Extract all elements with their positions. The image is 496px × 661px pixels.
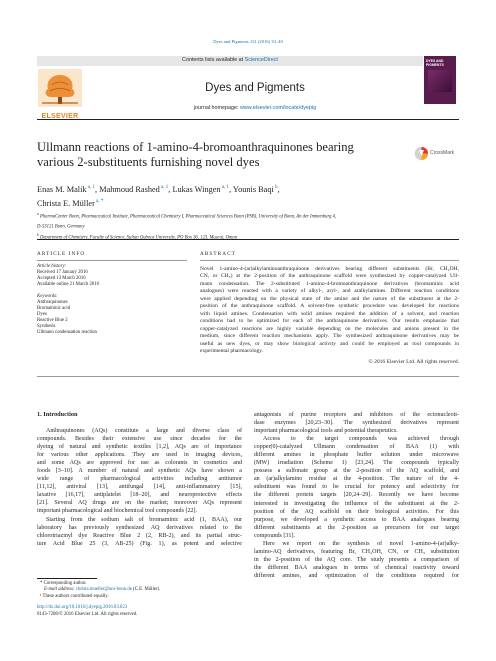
intro-line: (MW) irradiation (Scheme 1) [23,24]. The compounds typically bbox=[254, 460, 459, 467]
intro-line: Access to the target compounds was achieved through bbox=[263, 436, 459, 443]
intro-line: Here we report on the synthesis of novel 1-amino-4-(ar)alky- bbox=[263, 540, 459, 547]
article-identifiers bbox=[37, 605, 297, 618]
author-affil[interactable]: a, * bbox=[94, 199, 104, 205]
author-line bbox=[37, 182, 457, 196]
abstract-line: conditions had to be optimized for each of the anthraquinone derivatives. Our results emphasize that bbox=[200, 318, 459, 325]
article-info-rule bbox=[37, 260, 187, 261]
intro-line: different amines, and optimization of the conditions required for bbox=[254, 572, 459, 579]
corresponding-author-note: * Corresponding author. bbox=[40, 581, 87, 586]
intro-line: different substituents at the 2-position as precursors for our target bbox=[254, 524, 459, 531]
keyword: Dyes bbox=[37, 311, 47, 317]
article-title-line: various 2-substituents furnishing novel dyes bbox=[37, 155, 260, 170]
intro-line: compounds [31]. bbox=[254, 532, 295, 539]
journal-cover-title: DYES AND PIGMENTS bbox=[426, 59, 444, 68]
abstract-line: position of the anthraquinone scaffold. A solvent-free synthetic procedure was developed for reactions bbox=[200, 303, 459, 310]
intro-left-column bbox=[37, 427, 242, 548]
intro-line: purpose, we developed a synthetic access to BAA analogues bearing bbox=[254, 516, 459, 523]
affiliation-text: PharmaCenter Bonn, Pharmaceutical Institute, Pharmaceutical Chemistry I, Pharmaceutical Sciences Bonn (PSB), University of Bonn, An der Immenburg 4, bbox=[38, 214, 337, 220]
contents-line bbox=[37, 57, 423, 64]
author-list bbox=[37, 182, 457, 211]
article-info-heading: ARTICLE INFO bbox=[37, 251, 86, 257]
abstract-line: copper-catalyzed reactions are highly variable depending on the molecules and anions present in the bbox=[200, 325, 459, 332]
abstract-line: Novel 1-amino-4-(ar)alkylaminoanthraquinone derivatives bearing different substituents (Br, CH₂OH, bbox=[200, 266, 459, 272]
affiliation-marker: a bbox=[37, 212, 39, 216]
homepage-prefix: journal homepage: bbox=[193, 105, 241, 111]
abstract-line: CN, or CH₃) at the 2-position of the anthraquinone scaffold were synthesized by copper-catalyzed Ull- bbox=[200, 273, 459, 280]
intro-line: wide range of pharmacological activities including antitumor bbox=[37, 476, 242, 483]
intro-line: foods [3–10]. A number of natural and synthetic AQs have shown a bbox=[37, 468, 242, 475]
intro-line: possess a sulfonate group at the 2-position of the AQ scaffold, and bbox=[254, 468, 459, 475]
footnote-rule bbox=[37, 578, 97, 579]
author-separator: , bbox=[229, 184, 233, 194]
intro-line: dyeing of natural and synthetic textiles [1,2], AQs are of importance bbox=[37, 444, 242, 451]
email-suffix: (C.E. Müller). bbox=[131, 587, 161, 593]
keyword: Anthraquinones bbox=[37, 300, 68, 306]
intro-line: important pharmacological tools and potential therapeutics. bbox=[254, 428, 398, 435]
affiliation-text: D-53121 Bonn, Germany bbox=[37, 224, 85, 230]
intro-line: different amines in phosphate buffer solution under microwave bbox=[254, 452, 459, 459]
keyword: Reactive Blue 2 bbox=[37, 317, 68, 323]
email-label: E-mail address: bbox=[44, 587, 76, 593]
abstract-heading: ABSTRACT bbox=[200, 251, 236, 257]
intro-line: position of the AQ scaffold on their biological activities. For this bbox=[254, 508, 459, 515]
contents-prefix: Contents lists available at bbox=[182, 57, 245, 63]
author-name: Younis Baqi bbox=[232, 184, 274, 194]
intro-heading: 1. Introduction bbox=[37, 411, 78, 418]
abstract-body bbox=[200, 266, 459, 366]
intro-line: [11,12], antiviral [13], antifungal [14], anti-inflammatory [15], bbox=[37, 484, 242, 491]
issn-line: 0143-7208/© 2016 Elsevier Ltd. All rights reserved. bbox=[37, 611, 138, 617]
keyword: Ullmann condensation reaction bbox=[37, 329, 97, 335]
intro-line: chlorotriazinyl dye Reactive Blue 2 (2, RB-2), and its partial struc- bbox=[37, 532, 242, 539]
intro-line: in the 2-position of the AQ core. The study presents a comparison of bbox=[254, 556, 459, 563]
abstract-bottom-rule bbox=[37, 376, 459, 377]
keyword: Synthesis bbox=[37, 323, 56, 329]
header-rule bbox=[37, 119, 459, 120]
abstract-line: were applied depending on the physical state of the amine and the nature of the substituent at the 2- bbox=[200, 295, 459, 302]
intro-line: for various other applications. They are used in imaging devices, bbox=[37, 452, 242, 459]
intro-line: important pharmacological and biochemical tool compounds [22]. bbox=[37, 508, 198, 515]
affiliations bbox=[37, 211, 459, 242]
author-separator: , bbox=[95, 184, 100, 194]
abstract-rule bbox=[200, 260, 459, 261]
intro-line: [21]. Several AQ drugs are on the market; moreover AQs represent bbox=[37, 500, 242, 507]
elsevier-tree-icon bbox=[38, 69, 82, 107]
copyright-line: © 2016 Elsevier Ltd. All rights reserved. bbox=[368, 358, 459, 365]
journal-cover bbox=[424, 56, 456, 104]
history-date: Received 17 January 2016 bbox=[37, 269, 88, 275]
affiliation-marker: b bbox=[37, 233, 39, 238]
crossmark-badge[interactable] bbox=[414, 146, 458, 162]
intro-line: interested in investigating the influence of the substituent at the 2- bbox=[254, 500, 459, 507]
footnotes bbox=[40, 581, 245, 600]
article-title-line: Ullmann reactions of 1-amino-4-bromoanthraquinones bearing bbox=[37, 140, 354, 154]
intro-line: and some AQs are approved for use as colorants in cosmetics and bbox=[37, 460, 242, 467]
email-link[interactable]: christa.mueller@uni-bonn.de bbox=[75, 587, 132, 593]
affiliation bbox=[37, 221, 459, 231]
author-affil[interactable]: a, 1 bbox=[86, 185, 96, 190]
keyword: Bromaminic acid bbox=[37, 305, 71, 311]
author-name: Enas M. Malik bbox=[37, 184, 87, 194]
author-separator: , bbox=[168, 184, 173, 194]
homepage-link[interactable]: www.elsevier.com/locate/dyepig bbox=[240, 105, 317, 111]
affiliation bbox=[37, 232, 459, 242]
crossmark-icon bbox=[414, 146, 429, 161]
intro-line: Starting from the sodium salt of bromaminic acid (1, BAA), our bbox=[46, 516, 242, 523]
author-name: Christa E. Müller bbox=[37, 199, 95, 209]
equal-contribution-note: ¹ These authors contributed equally. bbox=[40, 593, 109, 599]
elsevier-wordmark: ELSEVIER bbox=[41, 113, 79, 120]
author-affil[interactable]: a, 1 bbox=[159, 185, 169, 190]
abstract-line: experimental pharmacology. bbox=[200, 347, 264, 354]
intro-line: copper(0)-catalyzed Ullmann condensation of BAA (1) with bbox=[254, 444, 459, 451]
history-date: Available online 21 March 2016 bbox=[37, 281, 99, 287]
abstract-line: medium, since different reaction mechanisms apply. The synthesized anthraquinone derivatives may be bbox=[200, 333, 459, 340]
affiliation bbox=[37, 211, 459, 221]
keywords-label: Keywords: bbox=[37, 294, 58, 300]
journal-title: Dyes and Pigments bbox=[205, 82, 305, 94]
abstract-line: analogues) were reacted with a variety of alkyl-, aryl-, and aralkylamines. Different reaction conditions bbox=[200, 288, 459, 295]
article-info bbox=[37, 264, 187, 335]
intro-line: the different BAA analogues in terms of chemical reactivity toward bbox=[254, 564, 459, 571]
intro-line: Anthraquinones (AQs) constitute a large and diverse class of bbox=[46, 428, 242, 434]
abstract-line: mann condensation. The 2-substituted 1-amino-4-bromoanthraquinone derivatives (bromaminic acid bbox=[200, 280, 459, 287]
abstract-line: useful as new dyes, or may show biological activity and could be employed as tool compounds in bbox=[200, 340, 459, 347]
history-date: Accepted 13 March 2016 bbox=[37, 275, 86, 281]
cover-graphic bbox=[428, 70, 452, 92]
intro-line: substituent was found to be crucial for potency and selectivity for bbox=[254, 484, 459, 491]
author-affil[interactable]: b bbox=[273, 185, 278, 190]
author-name: Mahmoud Rashed bbox=[99, 184, 160, 194]
journal-homepage bbox=[90, 105, 420, 112]
article-title bbox=[37, 140, 407, 171]
history-label: Article history: bbox=[37, 264, 67, 269]
intro-line: laboratory has previously synthesized AQ derivatives related to the bbox=[37, 524, 242, 531]
intro-line: an (ar)alkylamino residue at the 4-position. The nature of the 4- bbox=[254, 476, 459, 483]
affiliation-text: Department of Chemistry, Faculty of Science, Sultan Qaboos University, PO Box 36, 123, Muscat, Oman bbox=[38, 236, 238, 241]
intro-line: antagonists of purine receptors and inhibitors of the ectonucleoti- bbox=[254, 412, 459, 418]
author-name: Lukas Wingen bbox=[172, 184, 221, 194]
author-line bbox=[37, 196, 457, 210]
sciencedirect-link[interactable]: ScienceDirect bbox=[244, 57, 278, 63]
journal-reference[interactable]: Dyes and Pigments 131 (2016) 33–40 bbox=[213, 39, 283, 44]
elsevier-logo bbox=[38, 69, 82, 120]
crossmark-label: CrossMark bbox=[430, 150, 455, 156]
intro-line: compounds. Besides their extensive use since decades for the bbox=[37, 436, 242, 443]
doi-link[interactable]: http://dx.doi.org/10.1016/j.dyepig.2016.03.023 bbox=[37, 605, 128, 610]
author-affil[interactable]: a, 1 bbox=[220, 185, 230, 190]
intro-right-column bbox=[254, 411, 459, 580]
author-separator: , bbox=[277, 184, 280, 194]
intro-line: laxative [16,17], antiplatelet [18–20], and neuroprotective effects bbox=[37, 492, 242, 499]
intro-line: dase enzymes [20,23–30]. The synthesized derivatives represent bbox=[254, 420, 459, 427]
intro-line: ture Acid Blue 25 (3, AB-25) (Fig. 1), as potent and selective bbox=[37, 540, 242, 547]
intro-line: lamino-AQ derivatives, featuring Br, CH₂OH, CN, or CH₃ substitution bbox=[254, 548, 459, 555]
affiliation-rule bbox=[37, 239, 459, 240]
abstract-line: with liquid amines. Condensation with solid amines required the addition of a solvent, and reaction bbox=[200, 310, 459, 317]
intro-line: the different protein targets [20,24–29]. Recently we have become bbox=[254, 492, 459, 499]
